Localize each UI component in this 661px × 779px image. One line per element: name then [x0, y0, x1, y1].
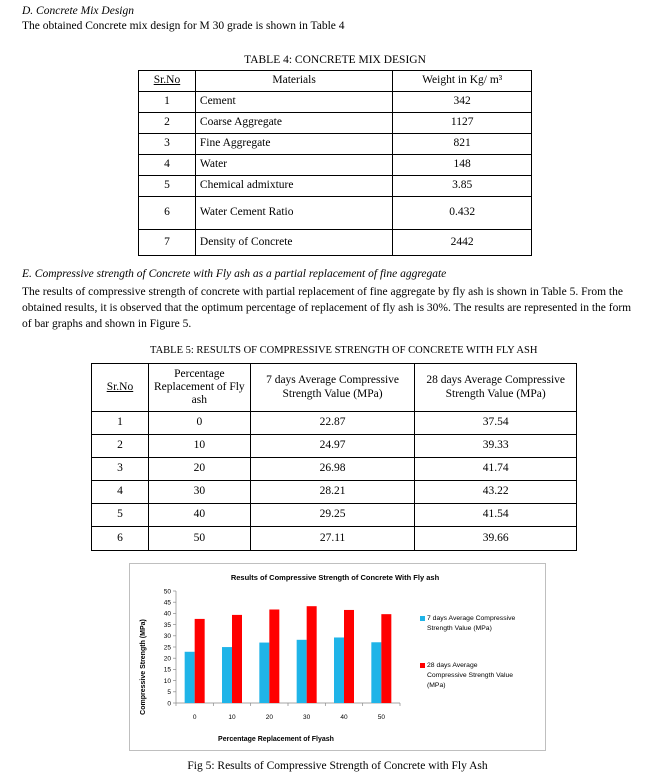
- table4-header-cell: [139, 71, 196, 92]
- section-d-text: The obtained Concrete mix design for M 30 grade is shown in Table 4: [22, 20, 345, 32]
- paragraph-line: The results of compressive strength of concrete with partial replacement of fine aggregate by fly ash is shown in Table 5. From the: [22, 286, 623, 298]
- figure-caption: Fig 5: Results of Compressive Strength of Concrete with Fly Ash: [187, 760, 488, 772]
- cell: 41.54: [415, 504, 577, 527]
- y-tick-label: 40: [163, 610, 171, 618]
- table5: [91, 363, 577, 551]
- chart-x-axis-label: Percentage Replacement of Flyash: [218, 736, 334, 743]
- y-tick-label: 20: [163, 655, 171, 663]
- y-tick-label: 5: [167, 689, 171, 697]
- cell: 3: [92, 458, 149, 481]
- bar-28days: [381, 614, 391, 703]
- cell: Coarse Aggregate: [195, 113, 392, 134]
- cell: 2: [92, 435, 149, 458]
- table-row: [92, 458, 577, 481]
- cell: 6: [92, 527, 149, 551]
- paragraph-line: obtained results, it is observed that the optimum percentage of replacement of fly ash is 30%. The results are represented in the form: [22, 302, 632, 314]
- cell: 26.98: [250, 458, 415, 481]
- table-row: [92, 412, 577, 435]
- bar-28days: [307, 606, 317, 703]
- x-tick-label: 30: [303, 714, 311, 721]
- cell: Fine Aggregate: [195, 134, 392, 155]
- chart-y-axis-label: Compressive Strength (MPa): [140, 619, 147, 715]
- table-row: [92, 435, 577, 458]
- cell: 10: [148, 435, 250, 458]
- cell: 0.432: [393, 197, 532, 230]
- section-d-heading: D. Concrete Mix Design: [22, 5, 134, 17]
- cell: Density of Concrete: [195, 230, 392, 256]
- table4-header-srno: Sr.No: [153, 74, 181, 87]
- cell: 41.74: [415, 458, 577, 481]
- legend-swatch: [420, 663, 425, 668]
- cell: 0: [148, 412, 250, 435]
- bar-7days: [259, 643, 269, 703]
- cell: 40: [148, 504, 250, 527]
- x-tick-label: 0: [192, 714, 197, 721]
- cell: 342: [393, 92, 532, 113]
- table5-header-row: [92, 364, 577, 412]
- chart-title: Results of Compressive Strength of Concrete With Fly ash: [230, 573, 440, 582]
- cell: 37.54: [415, 412, 577, 435]
- y-tick-label: 30: [163, 633, 171, 641]
- table-row: [139, 197, 532, 230]
- cell: Water: [195, 155, 392, 176]
- y-tick-label: 45: [163, 599, 171, 607]
- table5-header-28days: 28 days Average Compressive Strength Value (MPa): [415, 364, 577, 412]
- y-tick-label: 15: [163, 666, 171, 674]
- cell: 148: [393, 155, 532, 176]
- cell: 39.66: [415, 527, 577, 551]
- cell: 7: [139, 230, 196, 256]
- bar-7days: [222, 647, 232, 703]
- x-tick-label: 50: [377, 714, 385, 721]
- table5-header-percentage: Percentage Replacement of Fly ash: [148, 364, 250, 412]
- cell: 50: [148, 527, 250, 551]
- cell: 3.85: [393, 176, 532, 197]
- y-tick-label: 35: [163, 621, 171, 629]
- cell: 30: [148, 481, 250, 504]
- table5-caption: TABLE 5: RESULTS OF COMPRESSIVE STRENGTH OF CONCRETE WITH FLY ASH: [150, 345, 538, 356]
- section-e-heading: E. Compressive strength of Concrete with Fly ash as a partial replacement of fine aggregate: [22, 268, 447, 280]
- table4-header-weight: Weight in Kg/ m³: [393, 71, 532, 92]
- table-row: [139, 92, 532, 113]
- bar-7days: [371, 642, 381, 703]
- chart-x-ticks: [176, 703, 400, 721]
- table-row: [92, 504, 577, 527]
- table-row: [139, 113, 532, 134]
- x-tick-label: 10: [228, 714, 236, 721]
- bar-7days: [185, 652, 195, 703]
- x-tick-label: 40: [340, 714, 348, 721]
- cell: 2442: [393, 230, 532, 256]
- legend-label: 7 days Average Compressive Strength Value (MPa): [427, 615, 516, 632]
- cell: Chemical admixture: [195, 176, 392, 197]
- table5-header-cell: [92, 364, 149, 412]
- bar-7days: [334, 637, 344, 703]
- cell: 24.97: [250, 435, 415, 458]
- y-tick-label: 0: [167, 700, 171, 708]
- y-tick-label: 50: [163, 588, 171, 596]
- bar-28days: [195, 619, 205, 703]
- cell: Cement: [195, 92, 392, 113]
- cell: 22.87: [250, 412, 415, 435]
- cell: 29.25: [250, 504, 415, 527]
- table4-header-row: [139, 71, 532, 92]
- cell: 821: [393, 134, 532, 155]
- cell: 5: [139, 176, 196, 197]
- table-row: [139, 230, 532, 256]
- y-tick-label: 25: [163, 644, 171, 652]
- table5-header-7days: 7 days Average Compressive Strength Value (MPa): [250, 364, 415, 412]
- chart-bars: [185, 606, 392, 703]
- table5-header-srno: Sr.No: [106, 380, 134, 393]
- cell: 3: [139, 134, 196, 155]
- legend-label: 28 days Average Compressive Strength Value (MPa): [427, 662, 514, 689]
- bar-7days: [297, 640, 307, 703]
- y-tick-label: 10: [163, 677, 171, 685]
- section-e-paragraph: [22, 284, 652, 332]
- bar-28days: [232, 615, 242, 703]
- bar-28days: [344, 610, 354, 703]
- compressive-strength-bar-chart: [129, 563, 546, 751]
- cell: 28.21: [250, 481, 415, 504]
- bar-28days: [269, 610, 279, 703]
- cell: 6: [139, 197, 196, 230]
- x-tick-label: 20: [265, 714, 273, 721]
- table-row: [92, 527, 577, 551]
- cell: 2: [139, 113, 196, 134]
- table4: [138, 70, 532, 256]
- table4-caption: TABLE 4: CONCRETE MIX DESIGN: [244, 54, 426, 66]
- chart-legend: [420, 615, 515, 689]
- cell: 20: [148, 458, 250, 481]
- cell: 1127: [393, 113, 532, 134]
- cell: 4: [139, 155, 196, 176]
- cell: 1: [139, 92, 196, 113]
- chart-y-ticks: [164, 588, 176, 707]
- table4-header-materials: Materials: [195, 71, 392, 92]
- cell: 27.11: [250, 527, 415, 551]
- cell: 43.22: [415, 481, 577, 504]
- cell: 39.33: [415, 435, 577, 458]
- table-row: [92, 481, 577, 504]
- cell: 1: [92, 412, 149, 435]
- table-row: [139, 155, 532, 176]
- table-row: [139, 176, 532, 197]
- cell: 4: [92, 481, 149, 504]
- cell: 5: [92, 504, 149, 527]
- legend-swatch: [420, 616, 425, 621]
- table-row: [139, 134, 532, 155]
- paragraph-line: of bar graphs and shown in Figure 5.: [22, 318, 192, 330]
- cell: Water Cement Ratio: [195, 197, 392, 230]
